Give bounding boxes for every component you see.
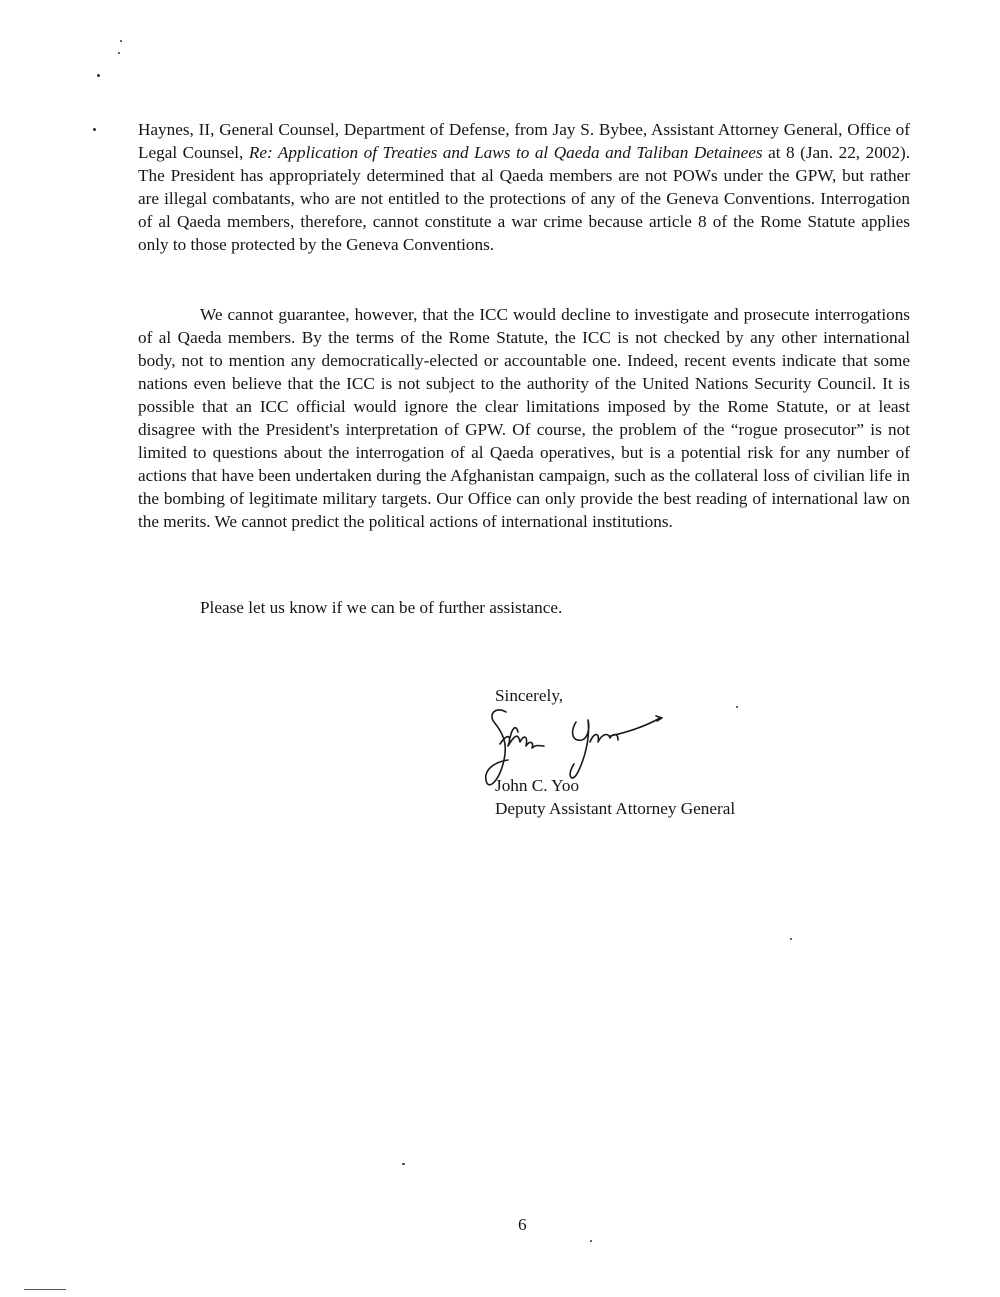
signatory-title: Deputy Assistant Attorney General <box>495 799 736 818</box>
scan-speck <box>97 74 100 77</box>
scan-speck <box>120 40 122 42</box>
scan-speck <box>118 52 120 54</box>
scan-speck <box>590 1240 592 1242</box>
paragraph-icc-risk: We cannot guarantee, however, that the ICC would decline to investigate and prosecute interrogations of al Qaeda members. By the terms of the Rome Statute, the ICC is not checked by any other international body, not to mention any democratically-elected or accountable one. Indeed, recent events indicate that some nations even believe that the ICC is not subject to the authority of the United Nations Security Council. It is possible that an ICC official would ignore the clear limitations imposed by the Rome Statute, or at least disagree with the President's interpretation of GPW. Of course, the problem of the “rogue prosecutor” is not limited to questions about the interrogation of al Qaeda operatives, but is a potential risk for any number of actions that have been undertaken during the Afghanistan campaign, such as the collateral loss of civilian life in the bombing of legitimate military targets. Our Office can only provide the best reading of international law on the merits. We cannot predict the political actions of international institutions. <box>138 305 910 531</box>
closing-salutation: Sincerely, <box>495 686 564 705</box>
scan-speck <box>790 938 792 940</box>
scan-speck <box>402 1163 405 1165</box>
citation-title: Re: Application of Treaties and Laws to al Qaeda and Taliban Detainees <box>248 143 763 162</box>
paragraph-text: at 8 (Jan. 22, 2002). The President has appropriately determined that al Qaeda members are not POWs under the GPW, but rather are illegal combatants, who are not entitled to the protections of any of the Geneva Conventions. Interrogation of al Qaeda members, therefore, cannot constitute a war crime because article 8 of the Rome Statute applies only to those protected by the Geneva Conventions. <box>138 143 911 254</box>
scan-speck <box>736 706 738 708</box>
scan-speck <box>93 128 96 131</box>
paragraph-text: Haynes, II, General Counsel, Department of Defense, from Jay S. Bybee, Assistant Attorney General, Office of Legal Counsel, <box>138 120 910 162</box>
paragraph-closing-offer: Please let us know if we can be of further assistance. <box>200 598 563 617</box>
paragraph-continuation <box>138 118 910 256</box>
signatory-name: John C. Yoo <box>495 776 580 795</box>
scan-edge-line <box>24 1289 66 1290</box>
page-number: 6 <box>518 1215 527 1234</box>
